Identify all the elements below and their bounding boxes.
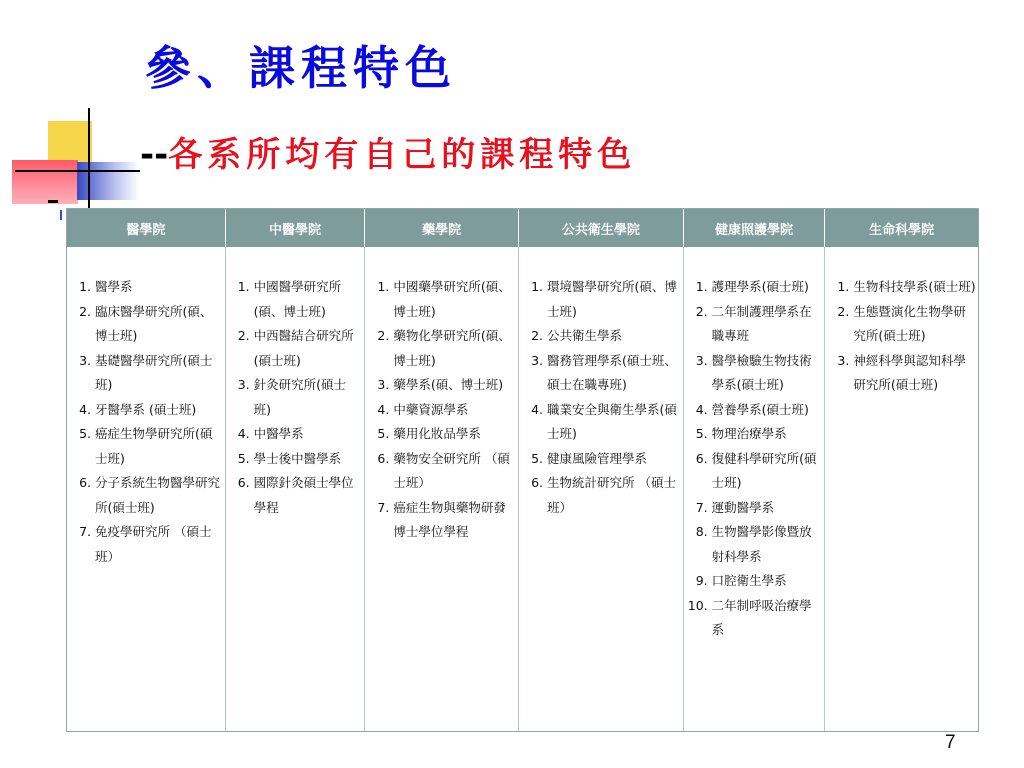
list-item: [71, 398, 223, 423]
list-number: 1.: [531, 279, 543, 294]
department-name: 針灸研究所(碩士班): [253, 377, 347, 417]
list-item: [369, 422, 516, 447]
list-number: 3.: [837, 352, 850, 368]
column-cell: [684, 247, 826, 731]
list-number: 6.: [79, 475, 91, 490]
department-name: 健康風險管理學系: [547, 450, 648, 466]
department-name: 生物科技學系(碩士班): [853, 279, 976, 294]
department-name: 醫學檢驗生物技術學系(碩士班): [711, 352, 812, 392]
list-number: 3.: [695, 352, 708, 368]
list-number: 6.: [531, 475, 543, 490]
header-cell: 藥學院: [365, 209, 519, 247]
list-number: 5.: [79, 426, 91, 441]
department-name: 生物統計研究所 （碩士班）: [547, 475, 676, 515]
list-number: 4.: [531, 401, 543, 417]
department-name: 生態暨演化生物學研究所(碩士班): [853, 303, 966, 343]
department-name: 公共衛生學系: [547, 328, 623, 343]
department-name: 護理學系(碩士班): [711, 279, 809, 294]
list-number: 4.: [377, 401, 390, 417]
list-number: 7.: [79, 524, 91, 539]
department-name: 醫務管理學系(碩士班、碩士在職專班): [547, 352, 677, 392]
department-name: 運動醫學系: [711, 499, 775, 515]
list-item: [230, 447, 363, 472]
department-list: [829, 275, 976, 398]
decor-horizontal-line: [15, 170, 140, 172]
department-list: [688, 275, 823, 643]
list-item: [71, 275, 223, 300]
list-number: 6.: [237, 475, 250, 490]
department-name: 營養學系(碩士班): [711, 401, 809, 417]
department-name: 中醫學系: [253, 426, 304, 441]
list-item: [230, 471, 363, 520]
list-item: [369, 324, 516, 373]
list-item: [230, 275, 363, 324]
department-name: 學士後中醫學系: [253, 450, 342, 466]
department-name: 復健科學研究所(碩士班): [711, 450, 817, 490]
page-number: 7: [945, 732, 956, 753]
department-name: 物理治療學系: [711, 426, 787, 441]
list-number: 2.: [695, 303, 708, 319]
list-item: [523, 447, 681, 472]
list-item: [829, 275, 976, 300]
list-number: 10.: [687, 597, 708, 613]
list-item: [688, 275, 823, 300]
list-item: [688, 447, 823, 496]
list-number: 5.: [531, 450, 543, 466]
list-item: [523, 324, 681, 349]
list-item: [688, 496, 823, 521]
header-cell: 公共衛生學院: [519, 209, 684, 247]
department-name: 二年制呼吸治療學系: [711, 597, 812, 637]
list-item: [369, 275, 516, 324]
subtitle-text: 各系所均有自己的課程特色: [168, 135, 637, 175]
department-list: [523, 275, 681, 520]
list-number: 4.: [695, 401, 708, 417]
list-item: [688, 300, 823, 349]
list-number: 7.: [695, 499, 708, 515]
list-item: [688, 349, 823, 398]
department-name: 牙醫學系 (碩士班): [95, 401, 197, 417]
slide-subtitle: [140, 134, 636, 176]
list-number: 5.: [377, 426, 390, 441]
list-item: [71, 349, 223, 398]
list-number: 3.: [237, 377, 250, 392]
list-item: [369, 447, 516, 496]
list-number: 3.: [79, 352, 91, 368]
list-item: [688, 569, 823, 594]
table-body-row: [67, 247, 978, 731]
department-name: 二年制護理學系在職專班: [711, 303, 812, 343]
decor-tick: [48, 200, 58, 203]
list-number: 3.: [377, 377, 390, 392]
list-number: 5.: [695, 426, 708, 441]
department-name: 臨床醫學研究所(碩、博士班): [95, 303, 213, 343]
header-cell: 醫學院: [67, 209, 226, 247]
department-name: 醫學系: [95, 279, 133, 294]
department-name: 藥學系(碩、博士班): [393, 377, 504, 392]
list-item: [688, 398, 823, 423]
list-number: 7.: [377, 499, 390, 515]
table-header-row: [67, 209, 978, 247]
column-cell: [226, 247, 366, 731]
list-item: [71, 520, 223, 569]
list-number: 6.: [377, 450, 390, 466]
list-number: 1.: [837, 279, 850, 294]
list-number: 2.: [377, 328, 390, 343]
department-name: 中國醫學研究所(碩、博士班): [253, 279, 342, 319]
list-number: 5.: [237, 450, 250, 466]
list-number: 2.: [79, 303, 91, 319]
list-number: 6.: [695, 450, 708, 466]
department-list: [369, 275, 516, 545]
list-item: [523, 471, 681, 520]
column-cell: [519, 247, 684, 731]
subtitle-dash: --: [140, 135, 169, 175]
list-item: [230, 422, 363, 447]
department-name: 藥物安全研究所 （碩士班）: [393, 450, 510, 490]
list-item: [829, 349, 976, 398]
list-item: [71, 422, 223, 471]
department-name: 癌症生物與藥物研發博士學位學程: [393, 499, 506, 539]
list-item: [230, 373, 363, 422]
list-number: 1.: [237, 279, 250, 294]
column-cell: [67, 247, 226, 731]
list-number: 2.: [837, 303, 850, 319]
department-name: 職業安全與衛生學系(碩士班): [547, 401, 677, 441]
header-cell: 中醫學院: [226, 209, 366, 247]
department-name: 口腔衛生學系: [711, 573, 787, 588]
list-item: [230, 324, 363, 373]
list-number: 9.: [695, 573, 708, 588]
college-table: [66, 208, 979, 732]
department-name: 免疫學研究所 （碩士班）: [95, 524, 212, 564]
decor-yellow-square: [48, 121, 92, 165]
department-name: 中藥資源學系: [393, 401, 469, 417]
department-name: 藥用化妝品學系: [393, 426, 481, 441]
list-item: [829, 300, 976, 349]
list-item: [688, 594, 823, 643]
list-item: [688, 520, 823, 569]
department-name: 環境醫學研究所(碩、博士班): [547, 279, 677, 319]
list-item: [523, 275, 681, 324]
list-number: 8.: [695, 524, 708, 539]
header-cell: 生命科學院: [869, 222, 935, 238]
department-list: [230, 275, 363, 520]
header-cell: 健康照護學院: [684, 209, 826, 247]
department-name: 基礎醫學研究所(碩士班): [95, 352, 213, 392]
list-number: 2.: [531, 328, 543, 343]
decor-tick-blue: [60, 210, 62, 220]
decor-red-square: [12, 160, 78, 204]
department-name: 神經科學與認知科學研究所(碩士班): [853, 352, 966, 392]
list-number: 1.: [695, 279, 708, 294]
list-item: [688, 422, 823, 447]
list-item: [369, 496, 516, 545]
department-list: [71, 275, 223, 569]
department-name: 分子系統生物醫學研究所(碩士班): [95, 475, 221, 515]
department-name: 國際針灸碩士學位學程: [253, 475, 354, 515]
department-name: 中西醫結合研究所(碩士班): [253, 328, 354, 368]
list-number: 4.: [237, 426, 250, 441]
department-name: 中國藥學研究所(碩、博士班): [393, 279, 511, 319]
list-item: [71, 300, 223, 349]
department-name: 生物醫學影像暨放射科學系: [711, 524, 812, 564]
department-name: 癌症生物學研究所(碩士班): [95, 426, 213, 466]
decor-vertical-line: [88, 108, 90, 208]
list-item: [71, 471, 223, 520]
decor-blue-bar: [77, 162, 139, 200]
list-item: [369, 398, 516, 423]
list-number: 1.: [377, 279, 390, 294]
slide-title: 參、課程特色: [145, 41, 457, 95]
list-number: 3.: [531, 352, 543, 368]
list-number: 4.: [79, 401, 91, 417]
column-cell: [825, 247, 978, 731]
list-item: [369, 373, 516, 398]
department-name: 藥物化學研究所(碩、博士班): [393, 328, 511, 368]
column-cell: [365, 247, 519, 731]
list-item: [523, 398, 681, 447]
list-item: [523, 349, 681, 398]
list-number: 1.: [79, 279, 91, 294]
list-number: 2.: [237, 328, 250, 343]
